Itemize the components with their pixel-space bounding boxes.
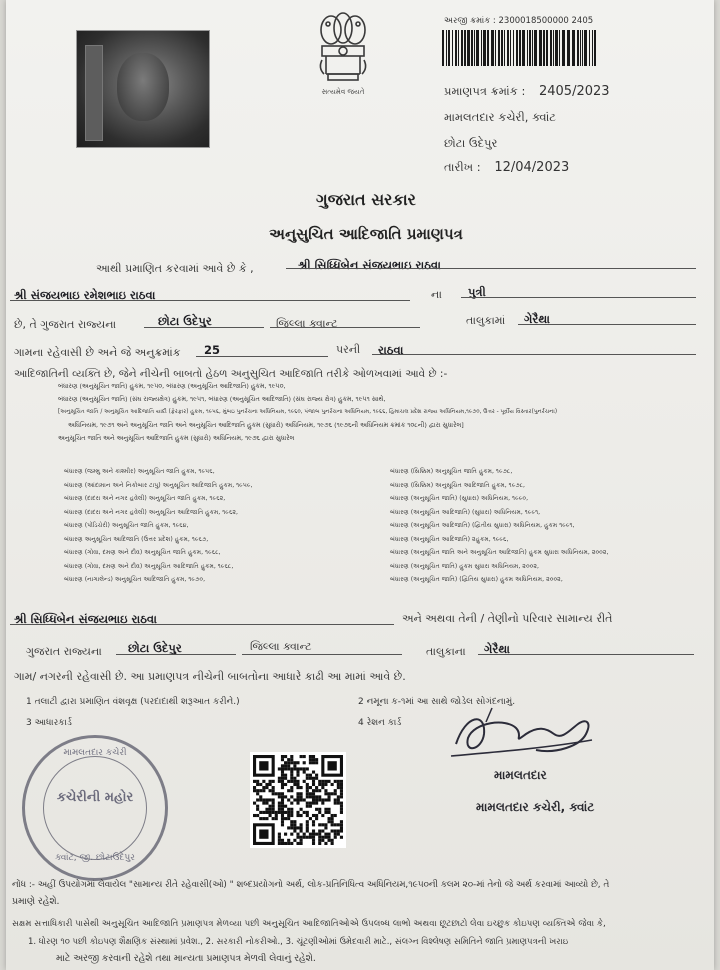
- barcode-bar: [539, 30, 542, 66]
- order-item: બંધારણ (અનુસૂચિત જાતિ અને અનુસૂચિત આદિજાતિ) હુકમ સુધારા અધિનિયમ, ૨૦૦૨,: [390, 549, 609, 556]
- father-name: શ્રી સંજયભાઇ રમેશભાઇ રાઠવા: [14, 288, 156, 302]
- note-line: પ્રમાણે રહેશે.: [12, 896, 60, 907]
- barcode-bar: [471, 30, 473, 66]
- applicant-photo: [76, 30, 210, 148]
- order-item: બંધારણ (દાદરા અને નગર હવેલી) અનુસૂચિત આદિજાતિ હુકમ, ૧૯૬૨,: [64, 508, 239, 516]
- state-prefix: છે, તે ગુજરાત રાજ્યના: [14, 318, 117, 331]
- qr-code: [250, 752, 346, 848]
- order-item: બંધારણ (જમ્મુ અને કાશ્મીર) અનુસૂચિત જાતિ હુકમ, ૧૯૫૬,: [64, 468, 215, 475]
- family-name: શ્રી સિધ્ધિબેન સંજયભાઇ રાઠવા: [14, 612, 157, 626]
- underline: [461, 297, 696, 298]
- family-village: ગેરૈથા: [484, 642, 510, 656]
- taluka-label: તાલુકામાં: [466, 314, 506, 327]
- basis-text: ગામ/ નગરની રહેવાસી છે. આ પ્રમાણપત્ર નીચેની બાબતોના આધારે કાઢી આ મામાં આવે છે.: [14, 670, 406, 683]
- order-item: બંધારણ (અનુસૂચિત આદિજાતિ) (દ્વિતીય સુધારા) અધિનિયમ, હુકમ ૧૯૯૧,: [390, 522, 575, 529]
- barcode-bar: [582, 30, 583, 66]
- signature-icon: [446, 704, 596, 766]
- government-title: ગુજરાત સરકાર: [316, 190, 416, 209]
- barcode-bar: [550, 30, 552, 66]
- order-item: બંધારણ (અનુસૂચિત જાતિ) હુકમ સુધારા અધિનિયમ, ૨૦૦૨,: [390, 562, 539, 570]
- barcode-bar: [527, 30, 528, 66]
- barcode: [442, 30, 600, 66]
- underline: [518, 324, 696, 325]
- barcode-bar: [507, 30, 509, 66]
- office-line-2: છોટા ઉદેપુર: [444, 136, 498, 150]
- signatory-office: મામલતદાર કચેરી, ક્વાંટ: [476, 800, 595, 814]
- barcode-bar: [555, 30, 558, 66]
- barcode-bar: [504, 30, 505, 66]
- family-state-prefix: ગુજરાત રાજ્યના: [26, 645, 102, 658]
- barcode-bar: [495, 30, 496, 66]
- underline: [270, 327, 420, 328]
- serial-number: 25: [204, 343, 221, 357]
- barcode-bar: [487, 30, 489, 66]
- family-district-label: જિલ્લા ક્વાન્ટ: [250, 640, 312, 653]
- document-item: 2 નમૂના ક-૧માં આ સાથે જોડેલ સોગંદનામું.: [358, 697, 516, 707]
- order-item: બંધારણ (દાદરા અને નગર હવેલી) અનુસૂચિત જાતિ હુકમ, ૧૯૬૨,: [64, 495, 226, 502]
- barcode-bar: [580, 30, 581, 66]
- barcode-bar: [532, 30, 533, 66]
- barcode-bar: [491, 30, 494, 66]
- underline: [144, 327, 264, 328]
- application-number: અરજી ક્રમાંક : 2300018500000 2405: [444, 16, 594, 26]
- underline: [10, 300, 410, 301]
- underline: [372, 354, 696, 355]
- barcode-bar: [455, 30, 457, 66]
- order-line: અનુસૂચિત જાતિ અને અનુસૂચિત આદિજાતિ હુકમ (સુધારો) અધિનિયમ, ૧૯૭૬ દ્વારા સુધારેલ: [58, 434, 295, 442]
- barcode-bar: [594, 30, 596, 66]
- orders-left-column: [64, 465, 253, 587]
- note-line: નોંધ :- અહીં ઉપયોગમાં લેવાયેલ "સામાન્ય રીતે રહેવાસી(ઓ) " શબ્દપ્રયોગનો અર્થ, લોક-પ્રતિનિધિત્વ અધિનિયમ,૧૯૫૦ની કલમ ૨૦-માં તેનો જે અર્થ કરવામાં આવ્યો છે, તે: [12, 880, 610, 890]
- district-label: જિલ્લા ક્વાન્ટ: [276, 317, 338, 330]
- order-line: [અનુસૂચિત જાતિ / અનુસૂચિત આદિજાતિ યાદી (ફેરફાર) હુકમ, ૧૯૫૬, મુંબઇ પુનર્રચના અધિનિયમ, ૧૯૬૦, પંજાબ પુનર્રચના અધિનિયમ, ૧૯૬૬, હિમાચલ પ્રદેશ રાજ્ય અધિનિયમ,૧૯૭૦, ઉત્તર - પૂર્વીય વિસ્તાર(પુનર્રચના): [58, 409, 558, 415]
- order-item: બંધારણ (અનુસૂચિત આદિજાતિ) (સુધારા) અધિનિયમ, ૧૯૯૧,: [390, 508, 541, 516]
- applicant-name: શ્રી સિધ્ધિબેન સંજયભાઇ રાઠવા: [298, 258, 441, 272]
- barcode-bar: [498, 30, 500, 66]
- barcode-bar: [522, 30, 525, 66]
- certify-text: આથી પ્રમાણિત કરવામાં આવે છે કે ,: [96, 262, 254, 275]
- order-item: બંધારણ (સિક્કિમ) અનુસૂચિત આદિજાતિ હુકમ, ૧૯૭૮,: [390, 481, 526, 489]
- office-line-1: મામલતદાર કચેરી, ક્વાંટ: [444, 110, 557, 124]
- national-emblem-icon: [314, 8, 372, 86]
- order-item: બંધારણ (અનુસૂચિત જાતિ) (સુધારા) અધિનિયમ, ૧૯૯૦,: [390, 495, 529, 502]
- barcode-bar: [464, 30, 466, 66]
- barcode-bar: [474, 30, 475, 66]
- family-district: છોટા ઉદેપુર: [128, 641, 182, 655]
- barcode-bar: [592, 30, 593, 66]
- stamp-center-text: કચેરીની મહોર: [56, 790, 134, 805]
- tribe-name: રાઠવા: [378, 343, 404, 357]
- date-row: [444, 160, 569, 175]
- barcode-bar: [513, 30, 514, 66]
- order-item: બંધારણ (અનુસૂચિત જાતિ) (દ્વિતિય સુધારા) હુકમ અધિનિયમ, ૨૦૦૨,: [390, 576, 563, 583]
- barcode-bar: [567, 30, 570, 66]
- stamp-inner-ring: [43, 756, 147, 860]
- resident-text: ગામના રહેવાસી છે અને જે અનુક્રમાંક: [14, 346, 181, 359]
- order-item: બંધારણ (ગોવા, દમણ અને દીવ) અનુસૂચિત જાતિ હુકમ, ૧૯૬૮,: [64, 549, 221, 556]
- district: છોટા ઉદેપુર: [158, 314, 212, 328]
- document-item: 3 આધારકાર્ડ: [26, 718, 72, 728]
- order-item: બંધારણ (ગોવા, દમણ અને દીવ) અનુસૂચિત આદિજાતિ હુકમ, ૧૯૬૮,: [64, 562, 234, 570]
- village: ગેરૈથા: [524, 312, 550, 326]
- underline: [286, 268, 696, 269]
- barcode-bar: [553, 30, 554, 66]
- underline: [242, 654, 402, 655]
- barcode-bar: [483, 30, 486, 66]
- barcode-bar: [589, 30, 590, 66]
- barcode-bar: [476, 30, 479, 66]
- certificate-page: [6, 0, 714, 970]
- order-item: બંધારણ (પોંડિચેરી) અનુસૂચિત જાતિ હુકમ, ૧૯૬૪,: [64, 522, 189, 529]
- barcode-bar: [562, 30, 565, 66]
- qr-code-icon: [253, 755, 343, 845]
- na-text: ના: [431, 288, 442, 301]
- parni-text: પરની: [336, 343, 361, 356]
- underline: [196, 356, 328, 357]
- order-item: બંધારણ (આંદામાન અને નિકોબાર ટાપુ) અનુસૂચિત આદિજાતિ હુકમ, ૧૯૫૯,: [64, 481, 253, 489]
- barcode-bar: [501, 30, 503, 66]
- photo-face: [117, 53, 169, 121]
- underline: [478, 654, 694, 655]
- barcode-bar: [529, 30, 531, 66]
- barcode-bar: [519, 30, 521, 66]
- barcode-bar: [467, 30, 470, 66]
- note-line: માટે અરજી કરવાની રહેશે તથા માન્યતા પ્રમાણપત્ર મેળવી લેવાનું રહેશે.: [56, 953, 316, 964]
- orders-right-column: [390, 465, 609, 587]
- barcode-bar: [543, 30, 545, 66]
- underline: [116, 654, 236, 655]
- underline: [10, 624, 394, 625]
- barcode-bar: [481, 30, 482, 66]
- certificate-number: 2405/2023: [538, 84, 610, 99]
- barcode-bar: [584, 30, 587, 66]
- barcode-bar: [461, 30, 463, 66]
- date-label: તારીખ :: [444, 160, 481, 174]
- order-item: બંધારણ (અનુસૂચિત આદિજાતિ) ૨હુકમ, ૧૯૯૬,: [390, 535, 509, 543]
- barcode-bar: [572, 30, 575, 66]
- date-value: 12/04/2023: [494, 160, 570, 175]
- barcode-bar: [442, 30, 444, 66]
- barcode-bar: [446, 30, 447, 66]
- barcode-bar: [534, 30, 537, 66]
- photo-background-door: [85, 45, 103, 141]
- document-item: 1 તલાટી દ્વારા પ્રમાણિત વંશવૃક્ષ (પરદાદાથી શરૂઆત કરીને.): [26, 697, 240, 707]
- recognized-text: આદિજાતિની વ્યક્તિ છે, જેને નીચેની બાબતો હેઠળ અનુસુચિત આદિજાતિ તરીકે ઓળખવામાં આવે છે :-: [14, 368, 448, 380]
- barcode-bar: [448, 30, 450, 66]
- certificate-number-label: પ્રમાણપત્ર ક્રમાંક :: [444, 84, 526, 98]
- and-or-text: અને અથવા તેની / તેણીનો પરિવાર સામાન્ય રીતે: [402, 612, 613, 625]
- order-item: બંધારણ (નાગાલેન્ડ) અનુસૂચિત આદિજાતિ હુકમ, ૧૯૭૦,: [64, 576, 206, 583]
- barcode-bar: [516, 30, 518, 66]
- certificate-title: અનુસુચિત આદિજાતિ પ્રમાણપત્ર: [269, 225, 463, 243]
- document-item: 4 રેશન કાર્ડ: [358, 718, 402, 728]
- designation: મામલતદાર: [494, 768, 547, 782]
- emblem-caption: સત્યમેવ જયતે: [321, 88, 365, 96]
- order-item: બંધારણ અનુસૂચિત આદિજાતિ (ઉત્તર પ્રદેશ) હુકમ, ૧૯૬૭,: [64, 535, 209, 543]
- order-line: અધિનિયમ, ૧૯૭૧ અને અનુસૂચિત જાતિ અને અનુસૂચિત આદિજાતિ હુકમ (સુધારો) અધિનિયમ, ૧૯૭૬ (૧૯૭૬ની અધિનિયમ ક્રમાંક ૧૦૮ની) દ્વારા સુધારેલ]: [68, 421, 464, 429]
- barcode-bar: [458, 30, 459, 66]
- family-taluka-label: તાલુકાના: [426, 645, 466, 658]
- order-line: બંધારણ (અનુસૂચિત જાતિ) હુકમ, ૧૯૫૦, બંધારણ (અનુસૂચિત આદિજાતિ) હુકમ, ૧૯૫૦,: [58, 382, 286, 390]
- office-stamp: [22, 735, 168, 881]
- relation: પુત્રી: [468, 285, 486, 299]
- barcode-bar: [510, 30, 511, 66]
- certificate-number-row: [444, 84, 610, 99]
- stamp-top-text: મામલતદાર કચેરી: [63, 748, 127, 758]
- order-line: બંધારણ (અનુસૂચિત જાતિ) (સંઘ રાજ્યક્ષેત્ર) હુકમ, ૧૯૫૧, બંધારણ (અનુસૂચિત આદિજાતિ) (સંઘ રાજ્ય ક્ષેત્ર) હુકમ, ૧૯૫૧ સાથે,: [58, 395, 386, 403]
- order-item: બંધારણ (સિક્કિમ) અનુસૂચિત જાતિ હુકમ, ૧૯૭૮,: [390, 468, 513, 475]
- barcode-bar: [546, 30, 548, 66]
- barcode-bar: [559, 30, 560, 66]
- stamp-bottom-text: ક્વાંટ, જી. છોટાઉદેપુર: [55, 853, 135, 863]
- barcode-bar: [452, 30, 453, 66]
- note-line: 1. ધોરણ ૧૦ પછી કોઇપણ શૈક્ષણિક સંસ્થામાં પ્રવેશ., 2. સરકારી નોકરીઓ., 3. ચૂંટણીઓમાં ઉમેદવારી માટે., સંલગ્ન વિશ્લેષણ સમિતિને જાતિ પ્રમાણપત્રની ખરાઇ: [28, 937, 569, 947]
- note-line: સક્ષમ સત્તાધિકારી પાસેથી અનુસૂચિત આદિજાતિ પ્રમાણપત્ર મેળવ્યા પછી અનુસૂચિત આદિજાતિઓએ ઉપલબ્ધ લાભો અથવા છૂટછાટો લેવા ઇચ્છુક કોઇપણ વ્યક્તિએ જેવા કે,: [12, 919, 606, 929]
- barcode-bar: [577, 30, 579, 66]
